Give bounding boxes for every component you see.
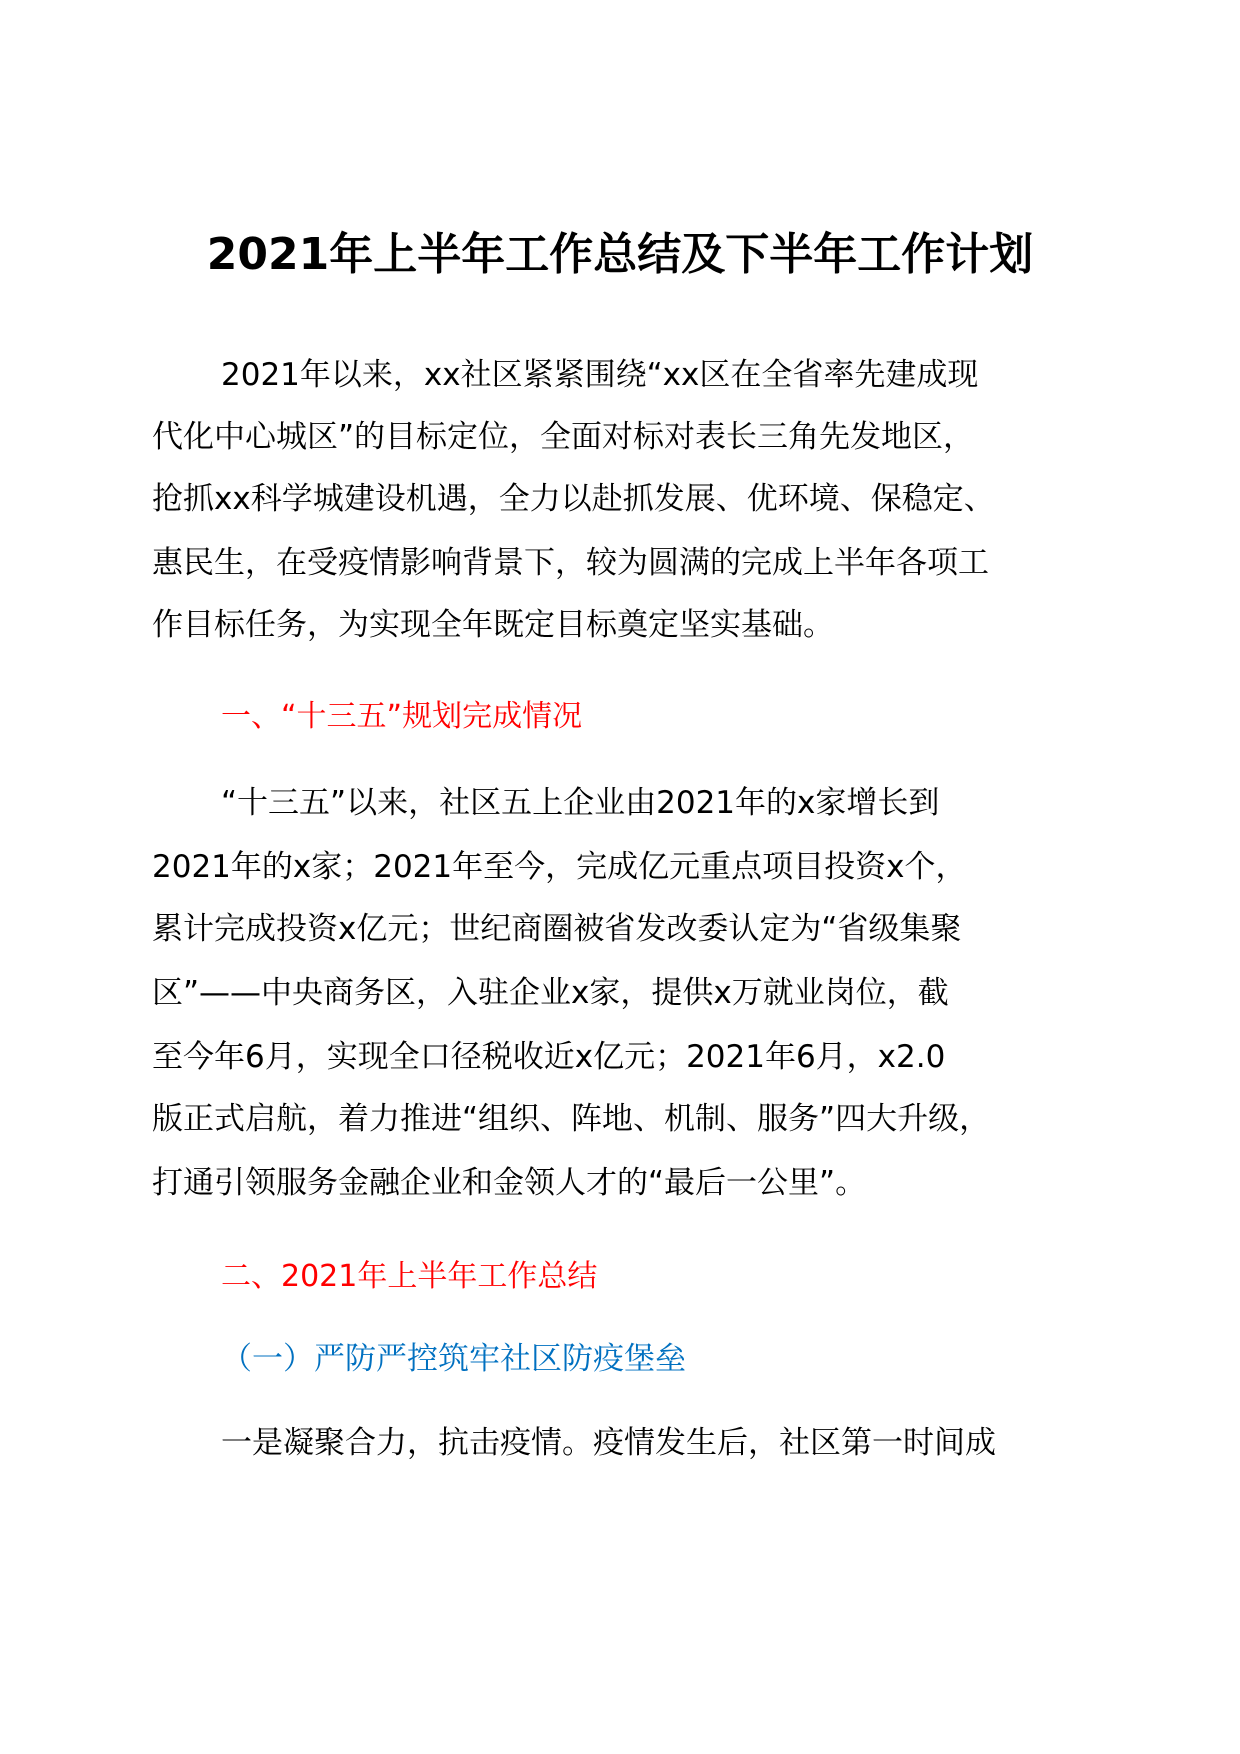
section1-line-6: 版正式启航，着力推进“组织、阵地、机制、服务”四大升级， xyxy=(152,1101,991,1137)
section1-line-2: 2021年的x家；2021年至今，完成亿元重点项目投资x个， xyxy=(152,849,967,885)
intro-line-4: 惠民生，在受疫情影响背景下，较为圆满的完成上半年各项工 xyxy=(152,545,989,581)
section-heading-2: 二、2021年上半年工作总结 xyxy=(221,1259,598,1294)
intro-line-1: 2021年以来，xx社区紧紧围绕“xx区在全省率先建成现 xyxy=(221,357,979,393)
section1-line-1: “十三五”以来，社区五上企业由2021年的x家增长到 xyxy=(221,785,940,821)
section-heading-1: 一、“十三五”规划完成情况 xyxy=(221,699,583,734)
section1-line-5: 至今年6月，实现全口径税收近x亿元；2021年6月，x2.0 xyxy=(152,1039,946,1075)
section1-line-7: 打通引领服务金融企业和金领人才的“最后一公里”。 xyxy=(152,1165,867,1201)
intro-line-2: 代化中心城区”的目标定位，全面对标对表长三角先发地区， xyxy=(152,419,975,455)
intro-line-3: 抢抓xx科学城建设机遇，全力以赴抓发展、优环境、保稳定、 xyxy=(152,481,995,517)
subsection1-line-1: 一是凝聚合力，抗击疫情。疫情发生后，社区第一时间成 xyxy=(221,1425,996,1461)
intro-line-5: 作目标任务，为实现全年既定目标奠定坚实基础。 xyxy=(152,607,834,643)
section1-line-4: 区”——中央商务区，入驻企业x家，提供x万就业岗位，截 xyxy=(152,975,949,1011)
subsection-heading-1: （一）严防严控筑牢社区防疫堡垒 xyxy=(221,1341,686,1377)
section1-line-3: 累计完成投资x亿元；世纪商圈被省发改委认定为“省级集聚 xyxy=(152,911,962,947)
document-title: 2021年上半年工作总结及下半年工作计划 xyxy=(206,229,1034,280)
